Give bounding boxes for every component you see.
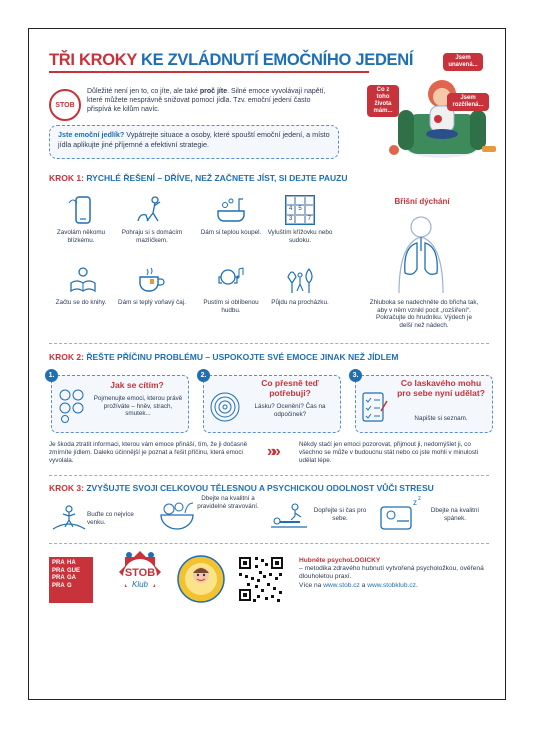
step2-heading: KROK 2: ŘEŠTE PŘÍČINU PROBLÉMU – USPOKOJTE SVÉ EMOCE JINAK NEŽ JÍDLEM [49, 352, 399, 362]
step2-card-1-text: Pojmenujte emoci, kterou právě prožíváte – hněv, strach, smutek... [93, 395, 183, 418]
stob-klub-logo: STOB Klub [113, 549, 167, 609]
tea-cup-icon [135, 265, 167, 295]
stob-badge-icon: STOB [49, 89, 81, 121]
mascot-badge-icon [177, 555, 225, 603]
step1-heading: KROK 1: RYCHLÉ ŘEŠENÍ – DŘÍVE, NEŽ ZAČNETE JÍST, SI DEJTE PAUZU [49, 173, 348, 183]
stobklub-link[interactable]: www.stobklub.cz [367, 581, 416, 589]
outdoors-icon [51, 501, 87, 533]
step3-heading: KROK 3: ZVYŠUJTE SVOJI CELKOVOU TĚLESNOU A PSYCHICKOU ODOLNOST VŮČI STRESU [49, 483, 434, 493]
step2-left-text: Je škoda ztratit informaci, kterou vám emoce přináší, tím, že ji dočasně zmírníte jídlem. Daleko účinnější je poznat a řešit příčinu, která emoci vyvolala. [49, 441, 248, 464]
step1-item-1: Zavolám někomu blízkému. [56, 229, 106, 244]
emoji-faces-icon [59, 389, 85, 423]
svg-text:z: z [413, 498, 417, 507]
step2-num-2: 2. [197, 369, 210, 382]
divider-2 [49, 475, 489, 476]
speech-bubble-1: Co z toho života mám... [367, 85, 399, 117]
step1-item-2: Pohraju si s domácím mazlíčkem. [121, 229, 183, 244]
divider-3 [49, 543, 489, 544]
stob-klub-emblem-icon [113, 549, 167, 609]
emotional-eater-callout: Jste emoční jedlík? Vypátrejte situace a osoby, které spouští emoční jedení, a místo jídla aplikujte jiné příjemné a efektivní strategie. [49, 125, 339, 159]
step1-item-6: Dám si teplý voňavý čaj. [118, 299, 186, 306]
step3-item-1: Buďte co nejvíce venku. [87, 511, 134, 526]
phone-icon [67, 195, 99, 225]
step1-item-3: Dám si teplou koupel. [200, 229, 262, 236]
stob-link[interactable]: www.stob.cz [323, 581, 360, 589]
healthy-food-icon [157, 499, 197, 533]
title-underline [49, 71, 369, 73]
speech-bubble-3: Jsem rozčílená... [447, 93, 489, 111]
infographic-sheet [28, 28, 506, 700]
step2-num-3: 3. [349, 369, 362, 382]
divider-1 [49, 343, 489, 344]
step2-card-2-text: Lásku? Ocenění? Čas na odpočinek? [254, 403, 326, 418]
page-title: TŘI KROKY KE ZVLÁDNUTÍ EMOČNÍHO JEDENÍ [49, 51, 414, 69]
breathing-title: Břišní dýchání [394, 197, 450, 206]
step1-item-5: Začtu se do knihy. [55, 299, 107, 306]
intro-text: Důležité není jen to, co jíte, ale také proč jíte. Silné emoce vyvolávají napětí, které můžete nesprávně snižovat pomocí jídla. Tzv. emoční jedení často přispívá ke kilům navíc. [87, 88, 326, 113]
step2-num-1: 1. [45, 369, 58, 382]
reading-icon [67, 265, 99, 295]
step3-item-4: Dbejte na kvalitní spánek. [430, 507, 480, 522]
checklist-icon [361, 391, 389, 423]
sudoku-icon: 4 5 3 7 [285, 195, 315, 225]
step2-right-text: Někdy stačí jen emoci pozorovat, přijmout ji, nedomýšlet ji, co všechno se může v budoucnu stát nebo co jste mohli v minulosti udělat lépe. [299, 441, 479, 464]
step2-card-1-heading: Jak se cítím? [110, 380, 164, 390]
step2-card-2-heading: Co přesně teď potřebuji? [261, 378, 319, 398]
bath-icon [215, 195, 247, 225]
lungs-icon [391, 213, 451, 293]
footer-text: Hubněte psychoLOGICKY – metodika zdravého hubnutí vytvořená psycholožkou, ověřená dlouholetou praxí. Více na www.stob.cz a www.stobklub.cz. [299, 557, 484, 589]
spiral-icon [209, 391, 241, 423]
praha-logo: PRA HA PRA GUE PRA GA PRA G [49, 557, 93, 603]
qr-code-icon [237, 555, 285, 603]
step3-item-2: Dbejte na kvalitní a pravidelné stravování. [197, 495, 259, 510]
step1-item-4: Vyluštím křížovku nebo sudoku. [267, 229, 333, 244]
breathing-text: Zhluboka se nadechněte do břicha tak, aby v něm vznikl pocit „rozšíření“. Pokračujte do hrudníku. Výdech je delší než nádech. [369, 299, 479, 329]
svg-text:z: z [418, 496, 421, 502]
double-chevron-icon: »» [267, 443, 277, 460]
music-icon [215, 265, 247, 295]
speech-bubble-2: Jsem unavená... [443, 53, 483, 71]
step1-item-8: Půjdu na procházku. [271, 299, 329, 306]
sleep-icon [379, 495, 423, 533]
step2-card-3-heading: Co laskavého mohu pro sebe nyní udělat? [397, 378, 485, 398]
step3-item-3: Dopřejte si čas pro sebe. [313, 507, 367, 522]
pet-play-icon [135, 195, 167, 225]
step2-card-3-text: Napište si seznam. [414, 415, 468, 422]
walk-icon [285, 265, 317, 295]
massage-icon [269, 499, 309, 533]
step1-item-7: Pustím si oblíbenou hudbu. [203, 299, 259, 314]
